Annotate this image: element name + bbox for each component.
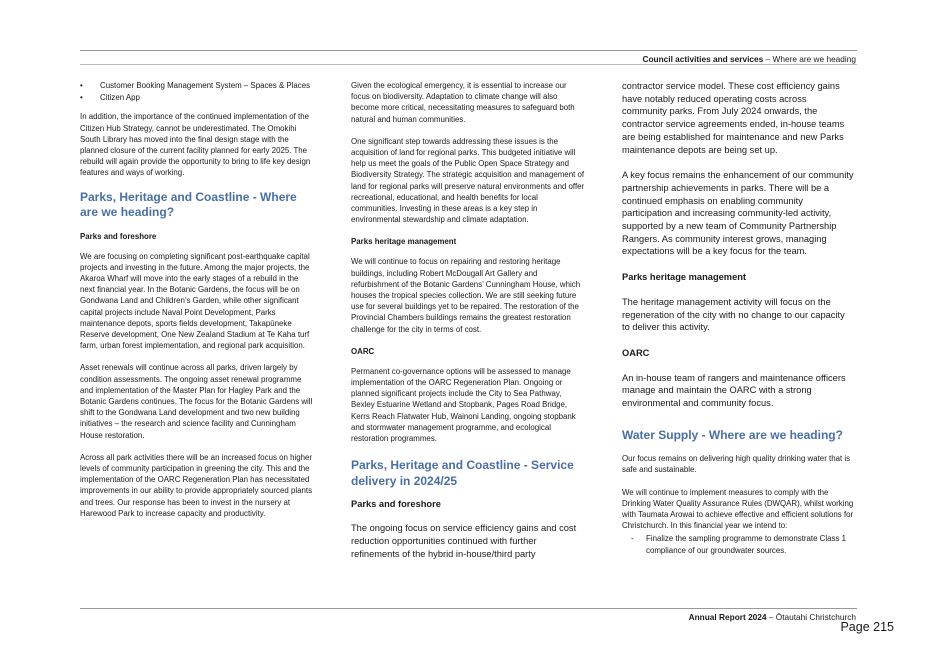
- header-section-title: Council activities and services: [642, 54, 764, 64]
- dash-list: [622, 533, 854, 555]
- subheading-oarc: OARC: [351, 346, 375, 356]
- section-heading-service-delivery: Parks, Heritage and Coastline - Service delivery in 2024/25: [351, 458, 574, 488]
- paragraph: Given the ecological emergency, it is essential to increase our focus on biodiversity. Adaptation to climate change will also become more critical, necessitating measures to safeguard both natural and human communities.: [351, 81, 575, 124]
- column-2: [351, 80, 585, 571]
- footer-report-city: – Ōtautahi Christchurch: [766, 612, 856, 622]
- paragraph: An in-house team of rangers and maintenance officers manage and maintain the OARC with a strong environmental and community focus.: [622, 372, 846, 409]
- header-section-subtitle: – Where are we heading: [763, 54, 856, 64]
- page-number: Page 215: [840, 620, 894, 634]
- paragraph: In addition, the importance of the continued implementation of the Citizen Hub Strategy, cannot be underestimated. The Omokihi South Library has moved into the final design stage with the planned closure of the current facility planned for early 2025. The rebuild will again provide the opportunity to bring to life key design features and ways of working.: [80, 112, 311, 178]
- paragraph: We are focusing on completing significant post-earthquake capital projects and investing in the future. Among the major projects, the Akaroa Wharf will move into the early stages of a rebuild in the next financial year. In the Botanic Gardens, the focus will be on Gondwana Land and Children’s Garden, while other significant capital projects include Naval Point Development, Parks maintenance depots, sports fields development, Takapūneke Reserve development, One New Zealand Stadium at Te Kaha turf farm, urban forest implementation, and regional park acquisition.: [80, 251, 310, 351]
- column-1: [80, 80, 314, 530]
- header-underline: [80, 64, 857, 65]
- paragraph: One significant step towards addressing these issues is the acquisition of land for regional parks. This budgeted initiative will help us meet the goals of the Public Open Space Strategy and Biodiversity Strategy. The strategic acquisition and management of land for regional parks will preserve natural environments and offer recreational, educational, and health benefits for local communities. Investing in these areas is a key step in environmental stewardship and climate adaptation.: [351, 136, 585, 225]
- running-header: [642, 54, 856, 64]
- subheading-oarc: OARC: [622, 347, 650, 358]
- list-item: • Citizen App: [80, 92, 314, 103]
- paragraph: We will continue to focus on repairing and restoring heritage buildings, including Robert McDougall Art Gallery and refurbishment of the Botanic Gardens’ Cunningham House, which houses the tropical species collection. We are still seeking future use for several buildings yet to be repaired. The restoration of the Provincial Chambers buildings remains the greatest restoration challenge for the city in terms of cost.: [351, 257, 581, 334]
- section-heading-water-supply: Water Supply - Where are we heading?: [622, 427, 843, 442]
- paragraph: We will continue to implement measures to comply with the Drinking Water Quality Assurance Rules (DWQAR), whilst working with Taumata Arowai to achieve effective and efficient solutions for Christchurch. In this financial year we intend to:: [622, 487, 854, 531]
- bullet-list: [80, 80, 314, 103]
- subheading-parks-foreshore: Parks and foreshore: [80, 231, 157, 241]
- list-item: • Customer Booking Management System – Spaces & Places: [80, 80, 314, 91]
- subheading-parks-foreshore: Parks and foreshore: [351, 499, 441, 510]
- subheading-heritage-management: Parks heritage management: [622, 272, 747, 283]
- footer-rule: [80, 608, 857, 609]
- paragraph: Permanent co-governance options will be assessed to manage implementation of the OARC Regeneration Plan. Ongoing or planned significant projects include the City to Sea Pathway, Bexley Estuarine Wetland and Stopbank, Pages Road Bridge, Kerrs Reach Flatwater Hub, Wainoni Landing, ongoing stopbank and stormwater management programme, and ecological restoration programmes.: [351, 366, 576, 444]
- section-heading-parks-where: Parks, Heritage and Coastline - Where are we heading?: [80, 189, 297, 220]
- subheading-heritage-management: Parks heritage management: [351, 237, 457, 247]
- paragraph: The ongoing focus on service efficiency gains and cost reduction opportunities continued with further refinements of the hybrid in-house/third party: [351, 523, 577, 559]
- paragraph: Across all park activities there will be an increased focus on higher levels of community participation in greening the city. This and the implementation of the OARC Regeneration Plan has necessitated improvements in our ability to provide appropriately sourced plants and trees. Our response has been to invest in the nursery at Harewood Park to increase capacity and productivity.: [80, 452, 313, 518]
- column-3: [622, 80, 854, 556]
- list-item: - Finalize the sampling programme to demonstrate Class 1 compliance of our groundwater sources.: [622, 533, 854, 555]
- footer-report-title: [689, 612, 856, 622]
- paragraph: A key focus remains the enhancement of our community partnership achievements in parks. There will be a continued emphasis on enabling community participation and increasing community-led activity, supported by a new team of Community Partnership Rangers. As community interest grows, managing expectations will be a key focus for the team.: [622, 170, 854, 257]
- footer-report-name: Annual Report 2024: [688, 612, 767, 622]
- paragraph: contractor service model. These cost efficiency gains have notably reduced operating costs across community parks. From July 2024 onwards, the contractor service agreements ended, in-house teams are being established for maintenance and new Parks maintenance depots are being set up.: [622, 81, 845, 155]
- paragraph: Asset renewals will continue across all parks, driven largely by condition assessments. The ongoing asset renewal programme and implementation of the Master Plan for Hagley Park and the Botanic Gardens continues. The focus for the Botanic Gardens will shift to the Gondwana Land development and two new building initiatives – the research and science facility and Cunningham House restoration.: [80, 363, 313, 440]
- header-rule: [80, 50, 857, 51]
- paragraph: The heritage management activity will focus on the regeneration of the city with no change to our capacity to deliver this activity.: [622, 296, 845, 333]
- paragraph: Our focus remains on delivering high quality drinking water that is safe and sustainable.: [622, 454, 851, 475]
